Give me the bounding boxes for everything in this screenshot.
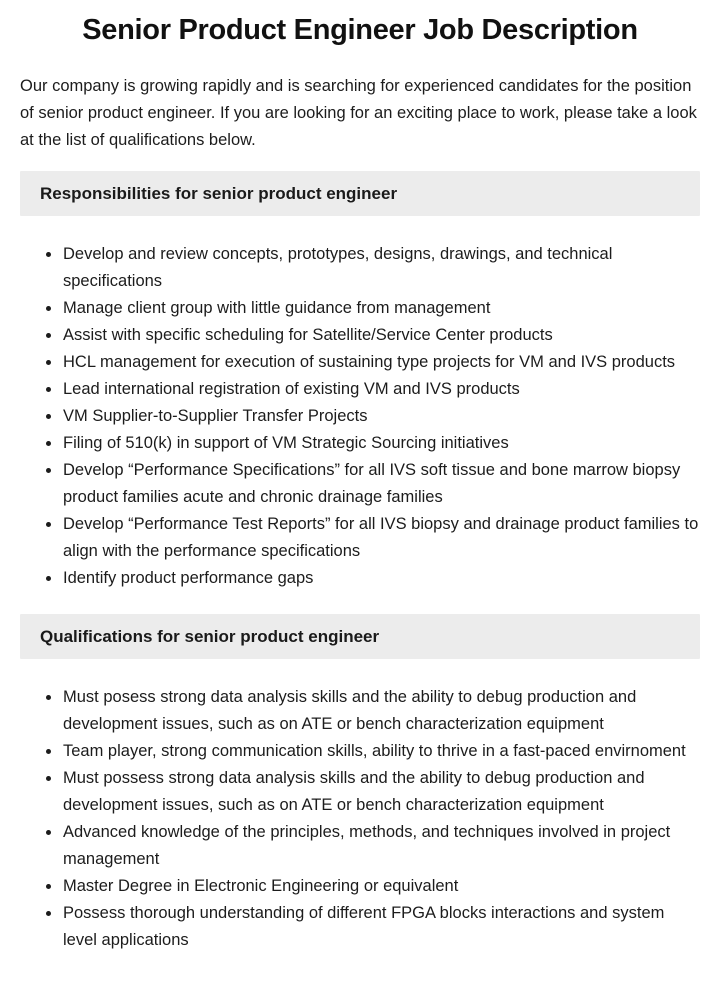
list-item: • Possess thorough understanding of different FPGA blocks interactions and system level applications [62,900,700,954]
qualifications-section-header: Qualifications for senior product engineer [20,614,700,659]
qualifications-list [20,684,700,954]
list-item: • HCL management for execution of sustaining type projects for VM and IVS products [62,349,700,376]
list-item: • VM Supplier-to-Supplier Transfer Projects [62,403,700,430]
list-item: • Master Degree in Electronic Engineering or equivalent [62,873,700,900]
page-title: Senior Product Engineer Job Description [82,14,638,46]
list-item: • Team player, strong communication skills, ability to thrive in a fast-paced envirnoment [62,738,700,765]
list-item: • Develop “Performance Specifications” for all IVS soft tissue and bone marrow biopsy product families acute and chronic drainage families [62,457,700,511]
intro-paragraph: Our company is growing rapidly and is searching for experienced candidates for the position of senior product engineer. If you are looking for an exciting place to work, please take a look at the list of qualifications below. [20,77,697,149]
list-item: • Advanced knowledge of the principles, methods, and techniques involved in project management [62,819,700,873]
list-item: • Lead international registration of existing VM and IVS products [62,376,700,403]
list-item: • Manage client group with little guidance from management [62,295,700,322]
responsibilities-section-header: Responsibilities for senior product engineer [20,171,700,216]
list-item: • Filing of 510(k) in support of VM Strategic Sourcing initiatives [62,430,700,457]
list-item: • Must posess strong data analysis skills and the ability to debug production and development issues, such as on ATE or bench characterization equipment [62,684,700,738]
list-item: • Identify product performance gaps [62,565,700,592]
list-item: • Assist with specific scheduling for Satellite/Service Center products [62,322,700,349]
list-item: • Develop and review concepts, prototypes, designs, drawings, and technical specifications [62,241,700,295]
list-item: • Must possess strong data analysis skills and the ability to debug production and development issues, such as on ATE or bench characterization equipment [62,765,700,819]
list-item: • Develop “Performance Test Reports” for all IVS biopsy and drainage product families to align with the performance specifications [62,511,700,565]
qualifications-section [20,614,700,954]
responsibilities-section [20,171,700,592]
responsibilities-list [20,241,700,592]
